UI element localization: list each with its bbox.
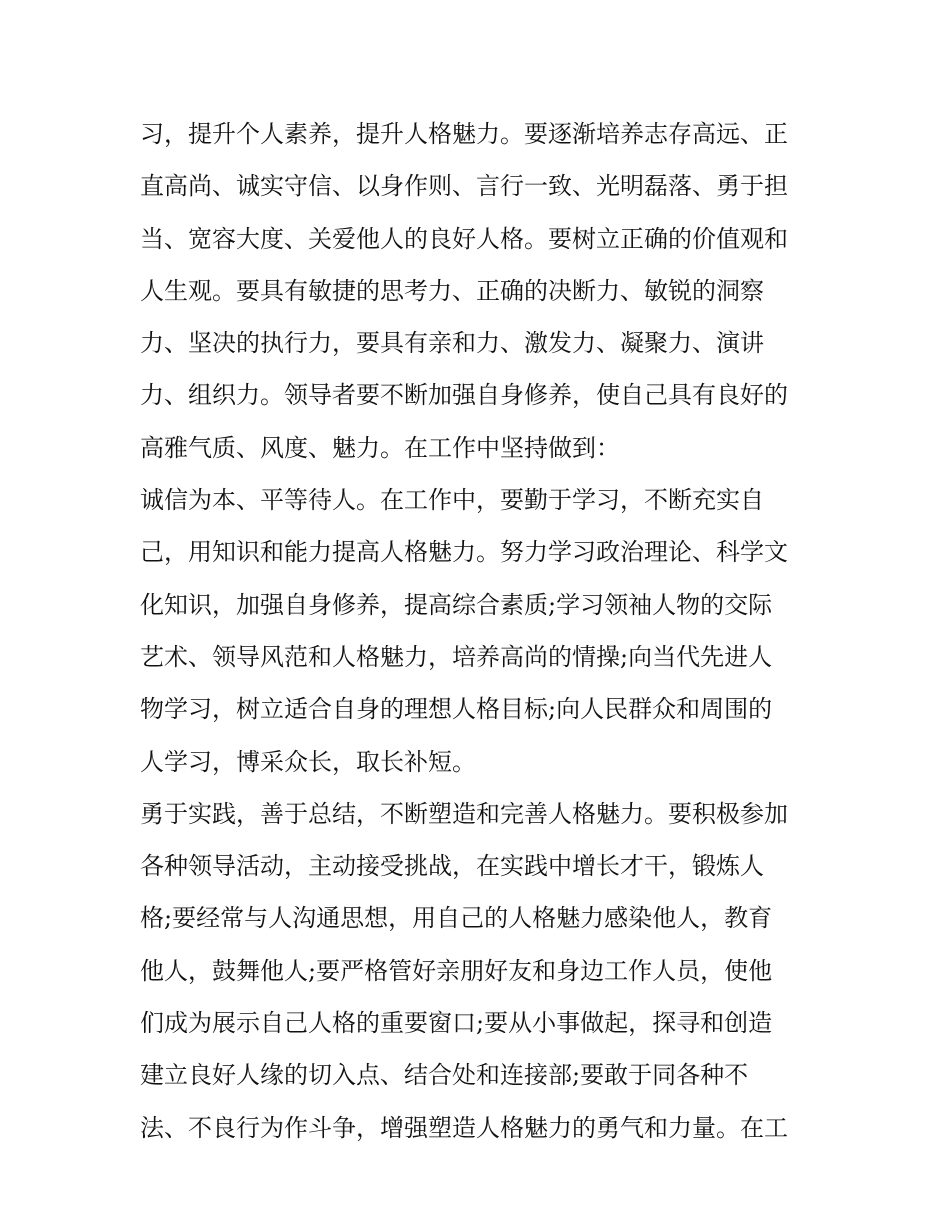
text-line: 格;要经常与人沟通思想，用自己的人格魅力感染他人，教育 [140,904,773,933]
text-line: 诚信为本、平等待人。在工作中，要勤于学习，不断充实自 [140,486,764,515]
text-line: 力、坚决的执行力，要具有亲和力、激发力、凝聚力、演讲 [140,329,764,358]
text-line: 建立良好人缘的切入点、结合处和连接部;要敢于同各种不 [140,1061,749,1090]
text-line: 他人，鼓舞他人;要严格管好亲朋好友和身边工作人员，使他 [140,956,773,985]
text-line: 勇于实践，善于总结，不断塑造和完善人格魅力。要积极参加 [140,799,788,828]
text-line: 艺术、领导风范和人格魅力，培养高尚的情操;向当代先进人 [140,642,773,671]
text-line: 当、宽容大度、关爱他人的良好人格。要树立正确的价值观和 [140,224,788,253]
text-line: 力、组织力。领导者要不断加强自身修养，使自己具有良好的 [140,381,788,410]
text-line: 各种领导活动，主动接受挑战，在实践中增长才干，锻炼人 [140,852,764,881]
text-line: 法、不良行为作斗争，增强塑造人格魅力的勇气和力量。在工 [140,1113,788,1142]
text-line: 物学习，树立适合自身的理想人格目标;向人民群众和周围的 [140,695,773,724]
text-line: 人学习，博采众长，取长补短。 [140,747,476,776]
text-line: 化知识，加强自身修养，提高综合素质;学习领袖人物的交际 [140,590,773,619]
text-line: 人生观。要具有敏捷的思考力、正确的决断力、敏锐的洞察 [140,276,764,305]
text-line: 高雅气质、风度、魅力。在工作中坚持做到： [140,433,620,462]
document-body [140,108,820,1154]
text-line: 己，用知识和能力提高人格魅力。努力学习政治理论、科学文 [140,538,788,567]
text-line: 直高尚、诚实守信、以身作则、言行一致、光明磊落、勇于担 [140,172,788,201]
text-line: 习，提升个人素养，提升人格魅力。要逐渐培养志存高远、正 [140,120,788,148]
text-line: 们成为展示自己人格的重要窗口;要从小事做起，探寻和创造 [140,1009,773,1038]
